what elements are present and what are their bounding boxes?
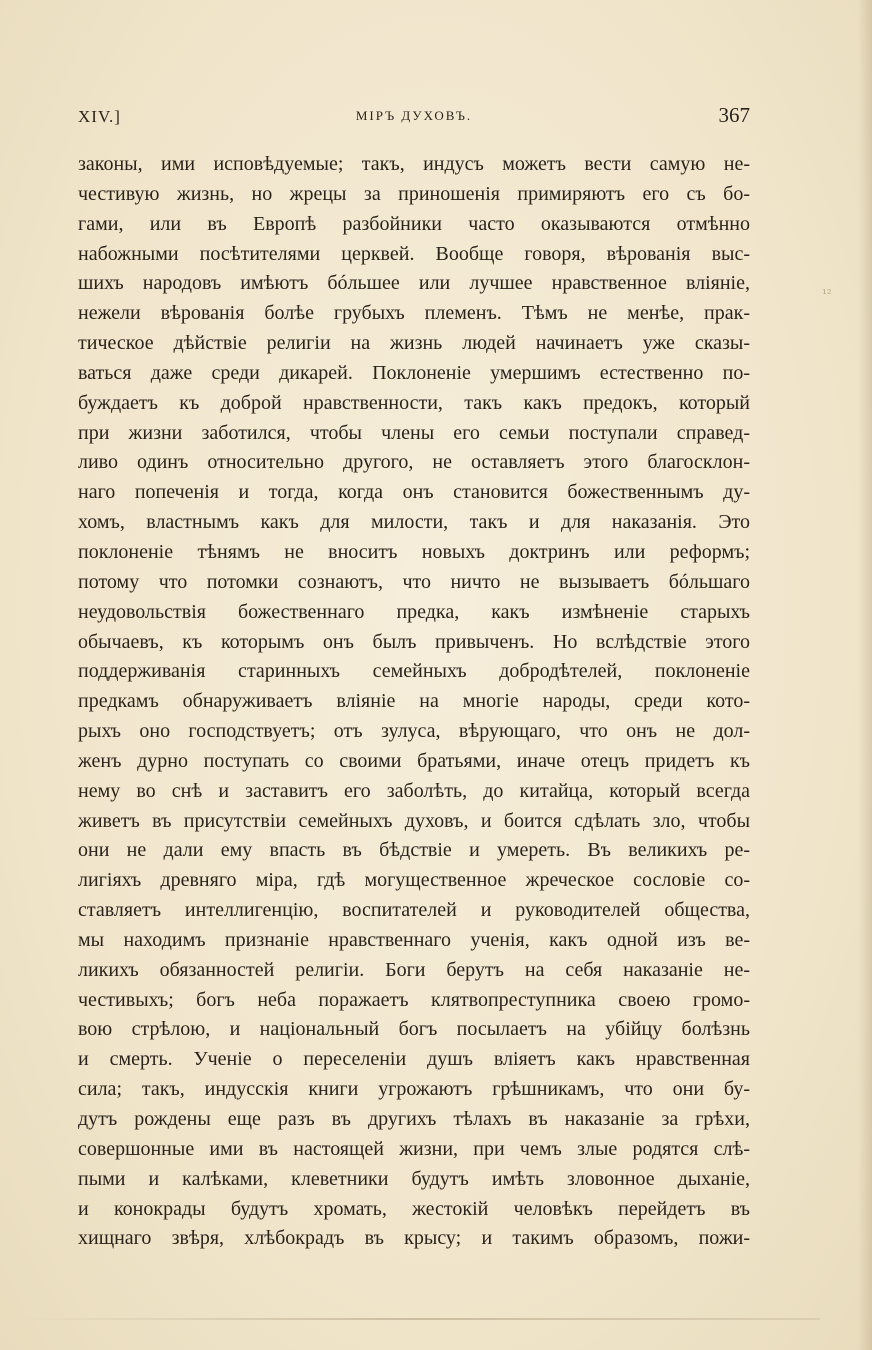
text-line: и смерть. Ученіе о переселеніи душъ вліяетъ какъ нравственная bbox=[78, 1048, 750, 1071]
text-line: законы, ими исповѣдуемые; такъ, индусъ можетъ вести самую не- bbox=[78, 153, 750, 175]
text-line: хомъ, властнымъ какъ для милости, такъ и для наказанія. Это bbox=[78, 511, 750, 534]
page-bottom-fold bbox=[20, 1318, 820, 1320]
text-line: тическое дѣйствіе религіи на жизнь людей начинаетъ уже сказы- bbox=[78, 332, 750, 355]
running-title: МІРЪ ДУХОВЪ. bbox=[355, 108, 473, 123]
text-line: набожными посѣтителями церквей. Вообще говоря, вѣрованія выс- bbox=[78, 242, 750, 265]
text-line: обычаевъ, къ которымъ онъ былъ привыченъ. Но вслѣдствіе этого bbox=[78, 630, 750, 653]
text-line: буждаетъ къ доброй нравственности, такъ какъ предокъ, который bbox=[78, 391, 750, 414]
text-line: потому что потомки сознаютъ, что ничто не вызываетъ бóльшаго bbox=[78, 570, 750, 593]
text-line: при жизни заботился, чтобы члены его семьи поступали справед- bbox=[78, 421, 750, 444]
text-line: вою стрѣлою, и національный богъ посылаетъ на убійцу болѣзнь bbox=[78, 1018, 750, 1041]
text-line: рыхъ оно господствуетъ; отъ зулуса, вѣрующаго, что онъ не дол- bbox=[78, 720, 750, 743]
text-line: наго попеченія и тогда, когда онъ становится божественнымъ ду- bbox=[78, 481, 750, 504]
text-line: хищнаго звѣря, хлѣбокрадъ въ крысу; и такимъ образомъ, пожи- bbox=[78, 1227, 750, 1250]
text-line: гами, или въ Европѣ разбойники часто оказываются отмѣнно bbox=[78, 212, 750, 235]
text-line: ликихъ обязанностей религіи. Боги берутъ на себя наказаніе не- bbox=[78, 958, 750, 981]
text-line: поддерживанія старинныхъ семейныхъ добродѣтелей, поклоненіе bbox=[78, 660, 750, 683]
text-line: нежели вѣрованія болѣе грубыхъ племенъ. Тѣмъ не менѣе, прак- bbox=[78, 302, 750, 325]
page-number: 367 bbox=[718, 103, 750, 127]
text-line: поклоненіе тѣнямъ не вноситъ новыхъ доктринъ или реформъ; bbox=[78, 540, 750, 563]
text-line: мы находимъ признаніе нравственнаго ученія, какъ одной изъ ве- bbox=[78, 928, 750, 951]
text-line: дутъ рождены еще разъ въ другихъ тѣлахъ въ наказаніе за грѣхи, bbox=[78, 1108, 750, 1130]
text-line: пыми и калѣками, клеветники будутъ имѣть зловонное дыханіе, bbox=[78, 1167, 750, 1190]
text-line: женъ дурно поступать со своими братьями, иначе отецъ придетъ къ bbox=[78, 749, 750, 772]
text-line: ставляетъ интеллигенцію, воспитателей и руководителей общества, bbox=[78, 899, 750, 922]
text-line: лигіяхъ древняго міра, гдѣ могущественное жреческое сословіе со- bbox=[78, 869, 750, 892]
text-line: они не дали ему впасть въ бѣдствіе и умереть. Въ великихъ ре- bbox=[78, 839, 750, 862]
text-line: неудовольствія божественнаго предка, какъ измѣненіе старыхъ bbox=[78, 600, 750, 623]
text-line: шихъ народовъ имѣютъ бóльшее или лучшее нравственное вліяніе, bbox=[78, 272, 750, 295]
chapter-marker: XIV.] bbox=[78, 107, 121, 126]
text-line: честивыхъ; богъ неба поражаетъ клятвопреступника своею громо- bbox=[78, 988, 750, 1011]
text-line: совершонные ими въ настоящей жизни, при чемъ злые родятся слѣ- bbox=[78, 1137, 750, 1160]
text-line: и конокрады будутъ хромать, жестокій человѣкъ перейдетъ въ bbox=[78, 1197, 750, 1220]
text-line: честивую жизнь, но жрецы за приношенія примиряютъ его съ бо- bbox=[78, 182, 750, 205]
page-edge-shadow bbox=[858, 0, 872, 1350]
text-line: предкамъ обнаруживаетъ вліяніе на многіе народы, среди кото- bbox=[78, 690, 750, 713]
text-line: живетъ въ присутствіи семейныхъ духовъ, и боится сдѣлать зло, чтобы bbox=[78, 809, 750, 832]
text-line: сила; такъ, индусскія книги угрожаютъ грѣшникамъ, что они бу- bbox=[78, 1078, 750, 1101]
body-text bbox=[78, 150, 750, 1254]
text-line: ваться даже среди дикарей. Поклоненіе умершимъ естественно по- bbox=[78, 361, 750, 384]
text-line: нему во снѣ и заставитъ его заболѣть, до китайца, который всегда bbox=[78, 779, 750, 802]
running-header bbox=[78, 103, 750, 131]
margin-annotation: ¹² bbox=[822, 287, 832, 301]
text-line: ливо одинъ относительно другого, не оставляетъ этого благосклон- bbox=[78, 451, 750, 474]
